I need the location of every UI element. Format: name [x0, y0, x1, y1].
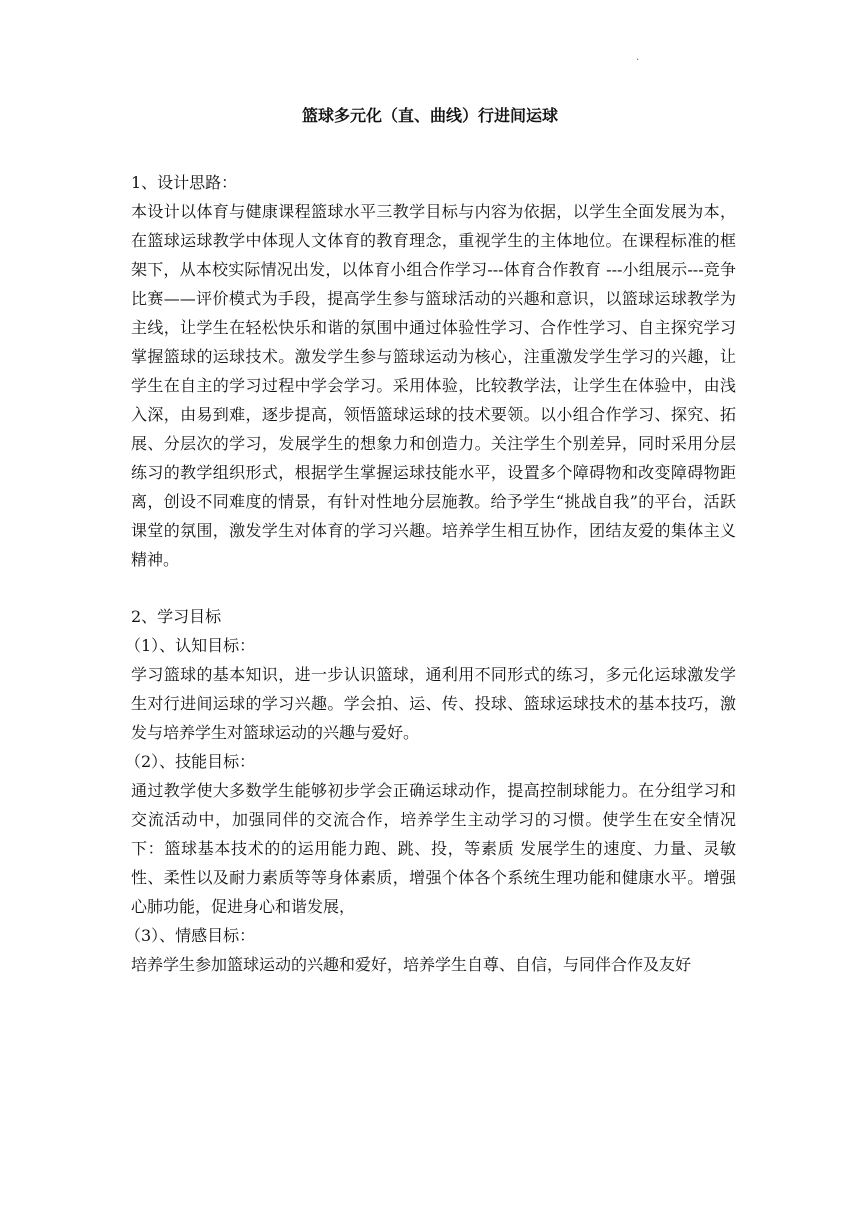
document-body — [125, 169, 736, 979]
goal-3-heading: （3）、情感目标： — [125, 926, 256, 945]
corner-mark: · — [636, 55, 640, 66]
goal-3-paragraph: 培养学生参加篮球运动的兴趣和爱好，培养学生自尊、自信，与同伴合作及友好 — [131, 955, 692, 974]
goal-1-paragraph: 学习篮球的基本知识，进一步认识篮球，通利用不同形式的练习，多元化运球激发学生对行进间运球的学习兴趣。学会拍、运、传、投球、篮球运球技术的基本技巧，激发与培养学生对篮球运动的兴趣与爱好。 — [131, 665, 736, 742]
goal-2-heading: （2）、技能目标： — [125, 752, 256, 771]
section-2-heading: 2、学习目标 — [131, 607, 222, 626]
section-spacer — [131, 574, 736, 603]
section-1-heading: 1、设计思路： — [131, 173, 238, 192]
goal-1-heading: （1）、认知目标： — [125, 636, 256, 655]
section-1-paragraph: 本设计以体育与健康课程篮球水平三教学目标与内容为依据，以学生全面发展为本，在篮球运球教学中体现人文体育的教育理念，重视学生的主体地位。在课程标准的框架下，从本校实际情况出发，以体育小组合作学习---体育合作教育 ---小组展示---竞争比赛——评价模式为手段，提高学生参与篮球活动的兴趣和意识，以篮球运球教学为主线，让学生在轻松快乐和谐的氛围中通过体验性学习、合作性学习、自主探究学习掌握篮球的运球技术。激发学生参与篮球运动为核心，注重激发学生学习的兴趣，让学生在自主的学习过程中学会学习。采用体验，比较教学法，让学生在体验中，由浅入深，由易到难，逐步提高，领悟篮球运球的技术要领。以小组合作学习、探究、拓展、分层次的学习，发展学生的想象力和创造力。关注学生个别差异，同时采用分层练习的教学组织形式，根据学生掌握运球技能水平，设置多个障碍物和改变障碍物距离，创设不同难度的情景，有针对性地分层施教。给予学生“挑战自我”的平台，活跃课堂的氛围，激发学生对体育的学习兴趣。培养学生相互协作，团结友爱的集体主义精神。 — [131, 202, 736, 569]
document-title: 篮球多元化（直、曲线）行进间运球 — [301, 106, 558, 125]
goal-2-paragraph: 通过教学使大多数学生能够初步学会正确运球动作，提高控制球能力。在分组学习和交流活动中，加强同伴的交流合作，培养学生主动学习的习惯。使学生在安全情况下：篮球基本技术的的运用能力跑、跳、投，等素质 发展学生的速度、力量、灵敏性、柔性以及耐力素质等等身体素质，增强个体各个系统生理功能和健康水平。增强心肺功能，促进身心和谐发展， — [131, 781, 736, 916]
